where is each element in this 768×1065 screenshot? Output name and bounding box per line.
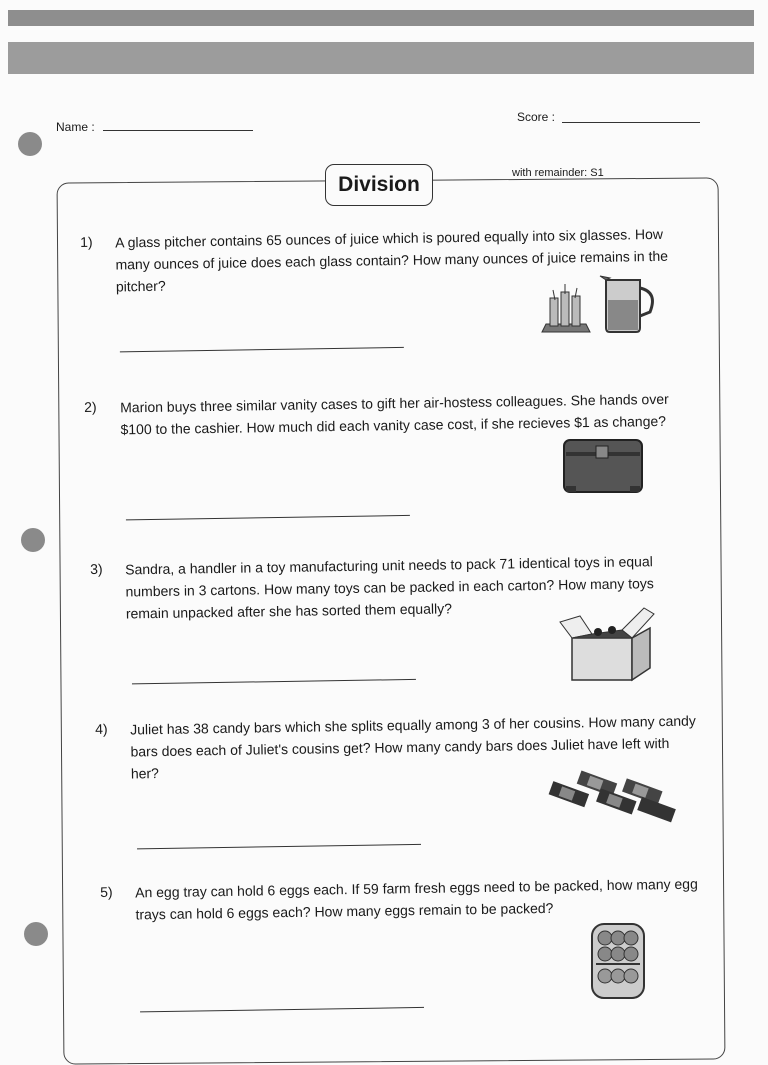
candy-bars-icon (545, 766, 679, 826)
question-number: 1) (80, 233, 93, 250)
question-number: 5) (100, 883, 113, 900)
score-label: Score : (517, 110, 556, 124)
name-label: Name : (56, 120, 95, 134)
toy-carton-icon (558, 606, 656, 682)
question-text: Sandra, a handler in a toy manufacturing unit needs to pack 71 identical toys in equal numbers in 3 cartons. How many toys can be packed in each carton? How many toys remain unpacked after she has sorted them equally? (125, 553, 654, 622)
worksheet-subtitle: with remainder: S1 (512, 167, 604, 179)
question-number: 4) (95, 720, 108, 737)
score-field[interactable] (562, 112, 700, 123)
top-gray-bar (8, 10, 754, 26)
question-number: 2) (84, 398, 97, 415)
question-text: Marion buys three similar vanity cases to gift her air-hostess colleagues. She hands over $100 to the cashier. How much did each vanity case cost, if she recieves $1 as change? (120, 390, 669, 438)
name-field[interactable] (103, 120, 253, 131)
question-number: 3) (90, 560, 103, 577)
question-text: A glass pitcher contains 65 ounces of juice which is poured equally into six glasses. How many ounces of juice does each glass contain? How many ounces of juice remains in the pitcher? (115, 225, 669, 295)
punch-hole (24, 922, 48, 946)
question-text: Juliet has 38 candy bars which she splits equally among 3 of her cousins. How many candy bars does each of Juliet's cousins get? How many candy bars does Juliet have left with her? (130, 712, 696, 782)
header-gray-band (8, 42, 754, 74)
worksheet-title: Division (325, 164, 433, 206)
egg-tray-icon (588, 920, 648, 1002)
punch-hole (21, 528, 45, 552)
punch-hole (18, 132, 42, 156)
question-text: An egg tray can hold 6 eggs each. If 59 farm fresh eggs need to be packed, how many egg trays can hold 6 eggs each? How many eggs remain to be packed? (135, 875, 698, 923)
vanity-case-icon (560, 436, 646, 496)
juice-pitcher-glasses-icon (540, 270, 660, 336)
